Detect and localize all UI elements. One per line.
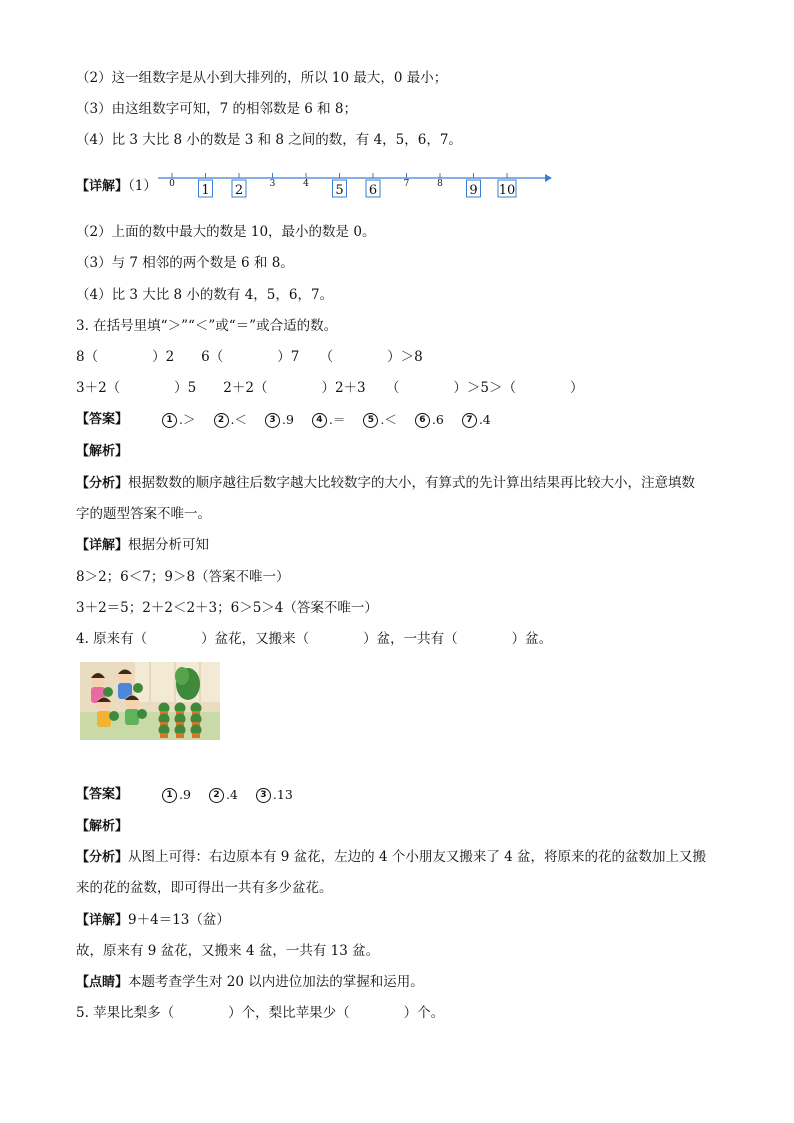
answer-number-badge: 3	[256, 788, 271, 803]
answer-item	[265, 410, 294, 430]
number-line-label: 0	[169, 179, 175, 189]
answer-number-badge: 6	[415, 413, 430, 428]
answer-label: 【答案】	[76, 412, 129, 427]
analysis-label-q4	[76, 816, 128, 837]
flower-pot	[160, 733, 168, 738]
q3-detail-line	[76, 535, 209, 556]
question-4-answers	[76, 785, 311, 805]
answer-value: .＜	[230, 412, 247, 427]
answer-number-badge: 7	[462, 413, 477, 428]
q4-dianjing-line	[76, 972, 424, 993]
q3-fenxi-line-2: 字的题型答案不唯一。	[76, 506, 211, 522]
answer-list	[162, 410, 509, 430]
answer-item	[312, 410, 345, 430]
question-3-row-2: 3＋2（ ）5 2＋2（ ）2＋3 （ ）＞5＞（ ）	[76, 380, 584, 396]
answer-item	[462, 410, 491, 430]
flower-pot	[176, 733, 184, 738]
q4-fenxi-line-1	[76, 847, 706, 868]
answer-item	[363, 410, 396, 430]
answer-item	[214, 410, 247, 430]
number-line-label: 7	[403, 179, 410, 189]
fenxi-label: 【分析】	[76, 850, 129, 865]
answer-value: .9	[179, 787, 191, 802]
q4-detail-line	[76, 910, 230, 931]
detail-label: 【详解】	[76, 538, 129, 553]
line-detail-4: （4）比 3 大比 8 小的数有 4，5，6，7。	[76, 287, 334, 303]
dianjing-text: 本题考查学生对 20 以内进位加法的掌握和运用。	[128, 974, 424, 990]
q3-detail-2: 3＋2＝5；2＋2＜2＋3；6＞5＞4（答案不唯一）	[76, 600, 378, 616]
answer-value: .＞	[179, 412, 196, 427]
number-line-label: 10	[498, 183, 516, 198]
line-detail-2: （2）上面的数中最大的数是 10，最小的数是 0。	[76, 224, 376, 240]
detail-text: 根据分析可知	[128, 537, 210, 553]
line-detail-3: （3）与 7 相邻的两个数是 6 和 8。	[76, 255, 294, 271]
fenxi-text: 根据数数的顺序越往后数字越大比较数字的大小，有算式的先计算出结果再比较大小，注意填数	[128, 475, 696, 491]
detail-label: 【详解】	[76, 179, 129, 194]
number-line-label: 1	[201, 183, 210, 198]
answer-item	[209, 785, 238, 805]
answer-item	[162, 785, 191, 805]
answer-value: .13	[272, 787, 293, 802]
analysis-label-q3	[76, 441, 128, 462]
detail-text: 9＋4＝13（盆）	[128, 912, 230, 928]
answer-label: 【答案】	[76, 787, 129, 802]
answer-value: .6	[431, 412, 444, 427]
fenxi-text: 从图上可得：右边原本有 9 盆花，左边的 4 个小朋友又搬来了 4 盆，将原来的花的盆数加上又搬	[128, 849, 707, 865]
detail-part-label: （1）	[128, 178, 157, 194]
q3-detail-1: 8＞2；6＜7；9＞8（答案不唯一）	[76, 569, 290, 585]
q3-fenxi-line-1	[76, 473, 695, 494]
answer-number-badge: 5	[363, 413, 378, 428]
line-part4-reason: （4）比 3 大比 8 小的数是 3 和 8 之间的数，有 4，5，6，7。	[76, 132, 462, 148]
answer-list	[162, 785, 311, 805]
answer-number-badge: 1	[162, 413, 177, 428]
flowers-children-illustration	[80, 662, 220, 740]
q4-conclusion: 故，原来有 9 盆花，又搬来 4 盆，一共有 13 盆。	[76, 943, 380, 959]
number-line-label: 9	[469, 183, 478, 198]
detail-label: 【详解】	[76, 913, 129, 928]
answer-item	[256, 785, 293, 805]
dianjing-label: 【点睛】	[76, 975, 129, 990]
number-line-label: 2	[234, 183, 244, 198]
answer-value: .＜	[380, 412, 397, 427]
question-3-answers	[76, 410, 509, 430]
answer-number-badge: 3	[265, 413, 280, 428]
answer-number-badge: 2	[209, 788, 224, 803]
answer-value: .＝	[328, 412, 346, 427]
number-line-label: 5	[335, 183, 344, 198]
answer-item	[415, 410, 444, 430]
question-3-title: 3. 在括号里填“＞”“＜”或“＝”或合适的数。	[76, 318, 338, 334]
answer-item	[162, 410, 195, 430]
answer-value: .4	[478, 412, 491, 427]
detail-heading-row	[76, 176, 157, 197]
line-part3-reason: （3）由这组数字可知，7 的相邻数是 6 和 8；	[76, 101, 358, 117]
number-line-label: 3	[269, 179, 276, 189]
flower-pot	[192, 733, 200, 738]
answer-number-badge: 1	[162, 788, 177, 803]
question-4-title: 4. 原来有（ ）盆花，又搬来（ ）盆，一共有（ ）盆。	[76, 631, 553, 647]
analysis-label: 【解析】	[76, 444, 129, 459]
answer-value: .4	[225, 787, 238, 802]
answer-number-badge: 2	[214, 413, 229, 428]
answer-number-badge: 4	[312, 413, 327, 428]
answer-value: .9	[281, 412, 294, 427]
q4-fenxi-line-2: 来的花的盆数，即可得出一共有多少盆花。	[76, 880, 333, 896]
number-line-label: 6	[368, 183, 378, 198]
number-line	[150, 168, 630, 208]
question-3-row-1: 8（ ）2 6（ ）7 （ ）＞8	[76, 349, 423, 365]
arrow-icon	[545, 174, 552, 182]
number-line-label: 4	[303, 179, 309, 189]
line-part2-reason: （2）这一组数字是从小到大排列的，所以 10 最大，0 最小；	[76, 70, 448, 86]
fenxi-label: 【分析】	[76, 476, 129, 491]
number-line-label: 8	[437, 179, 443, 189]
analysis-label: 【解析】	[76, 819, 129, 834]
question-5-title: 5. 苹果比梨多（ ）个，梨比苹果少（ ）个。	[76, 1005, 445, 1021]
